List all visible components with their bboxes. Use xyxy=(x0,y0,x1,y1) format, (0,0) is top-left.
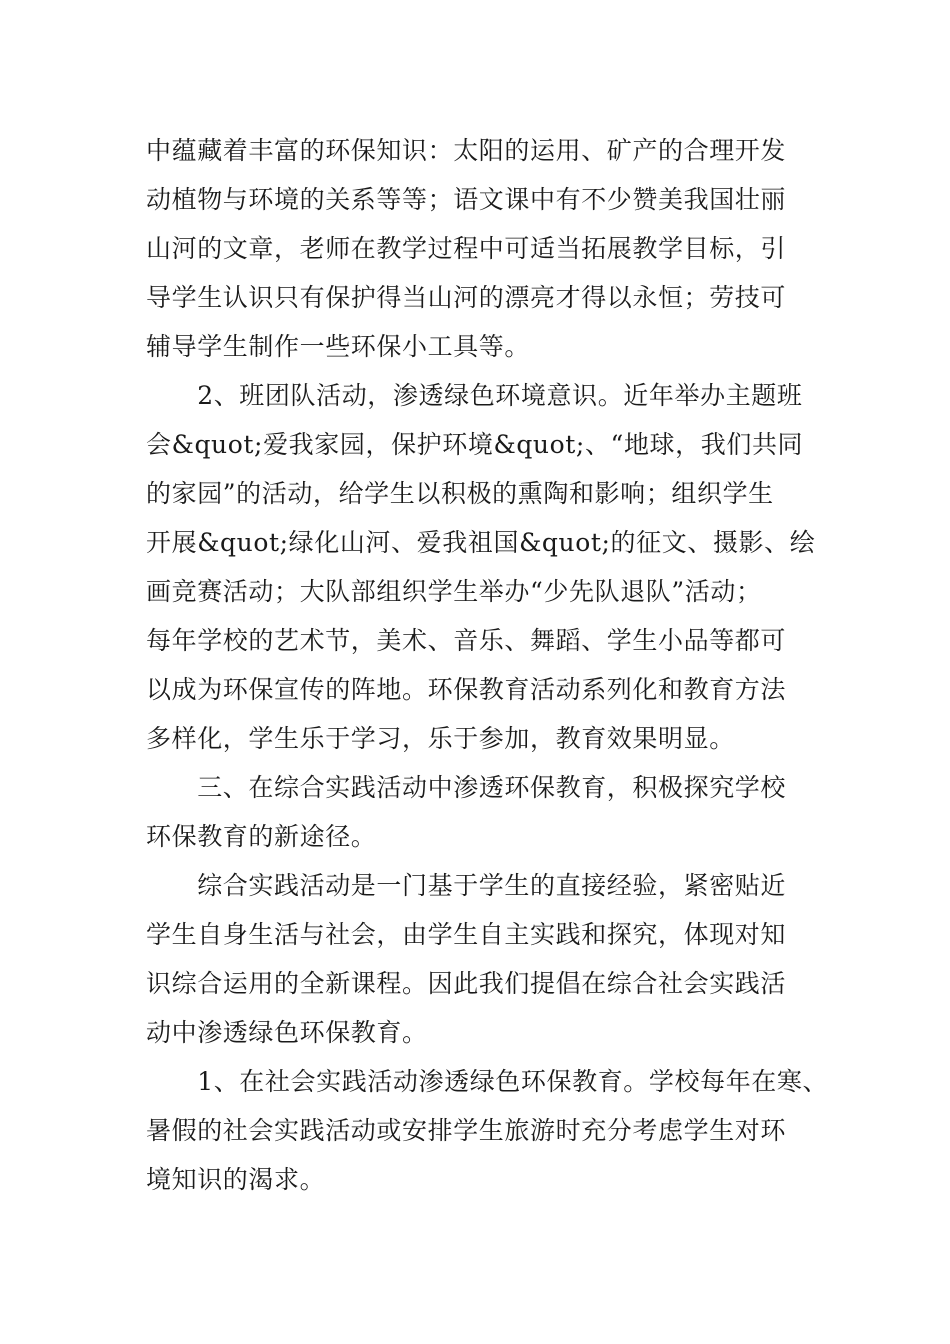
text-line-22: 境知识的渴求。 xyxy=(146,1165,326,1194)
text-line-17: 学生自身生活与社会，由学生自主实践和探究，体现对知 xyxy=(146,920,787,949)
text-line-6: 2、班团队活动，渗透绿色环境意识。近年举办主题班 xyxy=(146,381,803,410)
text-line-9: 开展&quot;绿化山河、爱我祖国&quot;的征文、摄影、绘 xyxy=(146,528,816,557)
document-body xyxy=(146,126,829,1204)
text-line-16: 综合实践活动是一门基于学生的直接经验，紧密贴近 xyxy=(146,871,787,900)
text-line-15: 环保教育的新途径。 xyxy=(146,822,377,851)
text-line-12: 以成为环保宣传的阵地。环保教育活动系列化和教育方法 xyxy=(146,675,787,704)
text-line-10: 画竞赛活动；大队部组织学生举办“少先队退队”活动； xyxy=(146,577,762,606)
text-line-19: 动中渗透绿色环保教育。 xyxy=(146,1018,428,1047)
text-line-5: 辅导学生制作一些环保小工具等。 xyxy=(146,332,531,361)
text-line-18: 识综合运用的全新课程。因此我们提倡在综合社会实践活 xyxy=(146,969,787,998)
text-line-7: 会&quot;爱我家园，保护环境&quot;、“地球，我们共同 xyxy=(146,430,804,459)
text-line-3: 山河的文章，老师在教学过程中可适当拓展教学目标，引 xyxy=(146,234,787,263)
text-line-1: 中蕴藏着丰富的环保知识：太阳的运用、矿产的合理开发 xyxy=(146,136,787,165)
text-line-20: 1、在社会实践活动渗透绿色环保教育。学校每年在寒、 xyxy=(146,1067,829,1096)
text-line-14: 三、在综合实践活动中渗透环保教育，积极探究学校 xyxy=(146,773,787,802)
text-line-21: 暑假的社会实践活动或安排学生旅游时充分考虑学生对环 xyxy=(146,1116,787,1145)
text-line-11: 每年学校的艺术节，美术、音乐、舞蹈、学生小品等都可 xyxy=(146,626,787,655)
text-line-8: 的家园”的活动，给学生以积极的熏陶和影响；组织学生 xyxy=(146,479,774,508)
text-line-4: 导学生认识只有保护得当山河的漂亮才得以永恒；劳技可 xyxy=(146,283,787,312)
text-line-13: 多样化，学生乐于学习，乐于参加，教育效果明显。 xyxy=(146,724,735,753)
text-line-2: 动植物与环境的关系等等；语文课中有不少赞美我国壮丽 xyxy=(146,185,787,214)
